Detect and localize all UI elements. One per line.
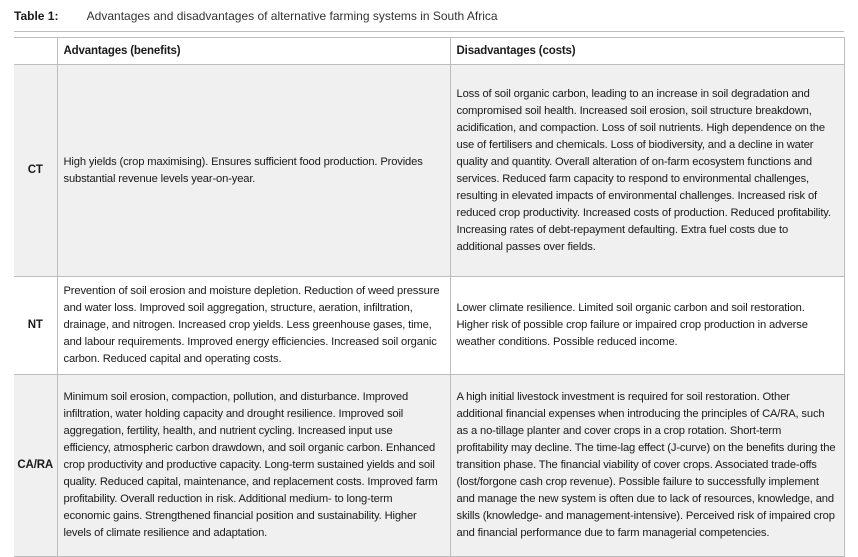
advantages-cell: High yields (crop maximising). Ensures sufficient food production. Provides substantial revenue levels year-on-year. <box>57 65 450 277</box>
disadvantages-cell: Lower climate resilience. Limited soil organic carbon and soil restoration. Higher risk of possible crop failure or impaired crop production in adverse weather conditions. Possible reduced income. <box>450 277 844 375</box>
system-cell: CT <box>14 65 57 277</box>
table-row-nt <box>14 277 844 375</box>
table-row-ca-ra <box>14 375 844 557</box>
table-row-ct <box>14 65 844 277</box>
header-row <box>14 38 844 65</box>
system-cell: CA/RA <box>14 375 57 557</box>
table-title: Advantages and disadvantages of alternative farming systems in South Africa <box>86 9 498 23</box>
disadvantages-cell: A high initial livestock investment is required for soil restoration. Other additional financial expenses when introducing the principles of CA/RA, such as a no-tillage planter and cover crops in a crop rotation. Short-term profitability may decline. The time-lag effect (J-curve) on the benefits during the transition phase. The financial viability of cover crops. Associated trade-offs (lost/forgone cash crop revenue). Possible failure to successfully implement and manage the new system is often due to lack of resources, knowledge, and skills (knowledge- and management-intensive). Perceived risk of impaired crop and financial performance due to farm managerial competencies. <box>450 375 844 557</box>
farming-systems-table <box>14 37 845 557</box>
caption-divider <box>14 31 844 32</box>
system-cell: NT <box>14 277 57 375</box>
table-caption <box>14 8 498 26</box>
header-system <box>14 38 57 65</box>
header-disadvantages: Disadvantages (costs) <box>450 38 844 65</box>
disadvantages-cell: Loss of soil organic carbon, leading to an increase in soil degradation and compromised soil health. Increased soil erosion, soil structure breakdown, acidification, and compaction. Loss of soil nutrients. High dependence on the use of fertilisers and chemicals. Loss of biodiversity, and a decline in water quality and quantity. Overall alteration of on-farm ecosystem functions and services. Reduced farm capacity to respond to environmental challenges, resulting in elevated impacts of environmental challenges. Increased risk of reduced crop productivity. Increased costs of production. Reduced profitability. Increasing rates of debt-repayment defaulting. Extra fuel costs due to additional passes over fields. <box>450 65 844 277</box>
table-label: Table 1: <box>14 9 59 23</box>
advantages-cell: Prevention of soil erosion and moisture depletion. Reduction of weed pressure and water loss. Improved soil aggregation, structure, aeration, infiltration, drainage, and nitrogen. Increased crop yields. Less greenhouse gases, time, and labour requirements. Improved energy efficiencies. Increased soil organic carbon. Reduced capital and operating costs. <box>57 277 450 375</box>
advantages-cell: Minimum soil erosion, compaction, pollution, and disturbance. Improved infiltration, water holding capacity and drought resilience. Improved soil aggregation, fertility, health, and nutrient cycling. Increased input use efficiency, atmospheric carbon drawdown, and soil organic carbon. Enhanced crop productivity and productive capacity. Long-term sustained yields and soil quality. Reduced capital, maintenance, and replacement costs. Improved farm profitability. Overall reduction in risk. Additional medium- to long-term economic gains. Strengthened financial position and sustainability. Higher levels of climate resilience and adaptation. <box>57 375 450 557</box>
header-advantages: Advantages (benefits) <box>57 38 450 65</box>
